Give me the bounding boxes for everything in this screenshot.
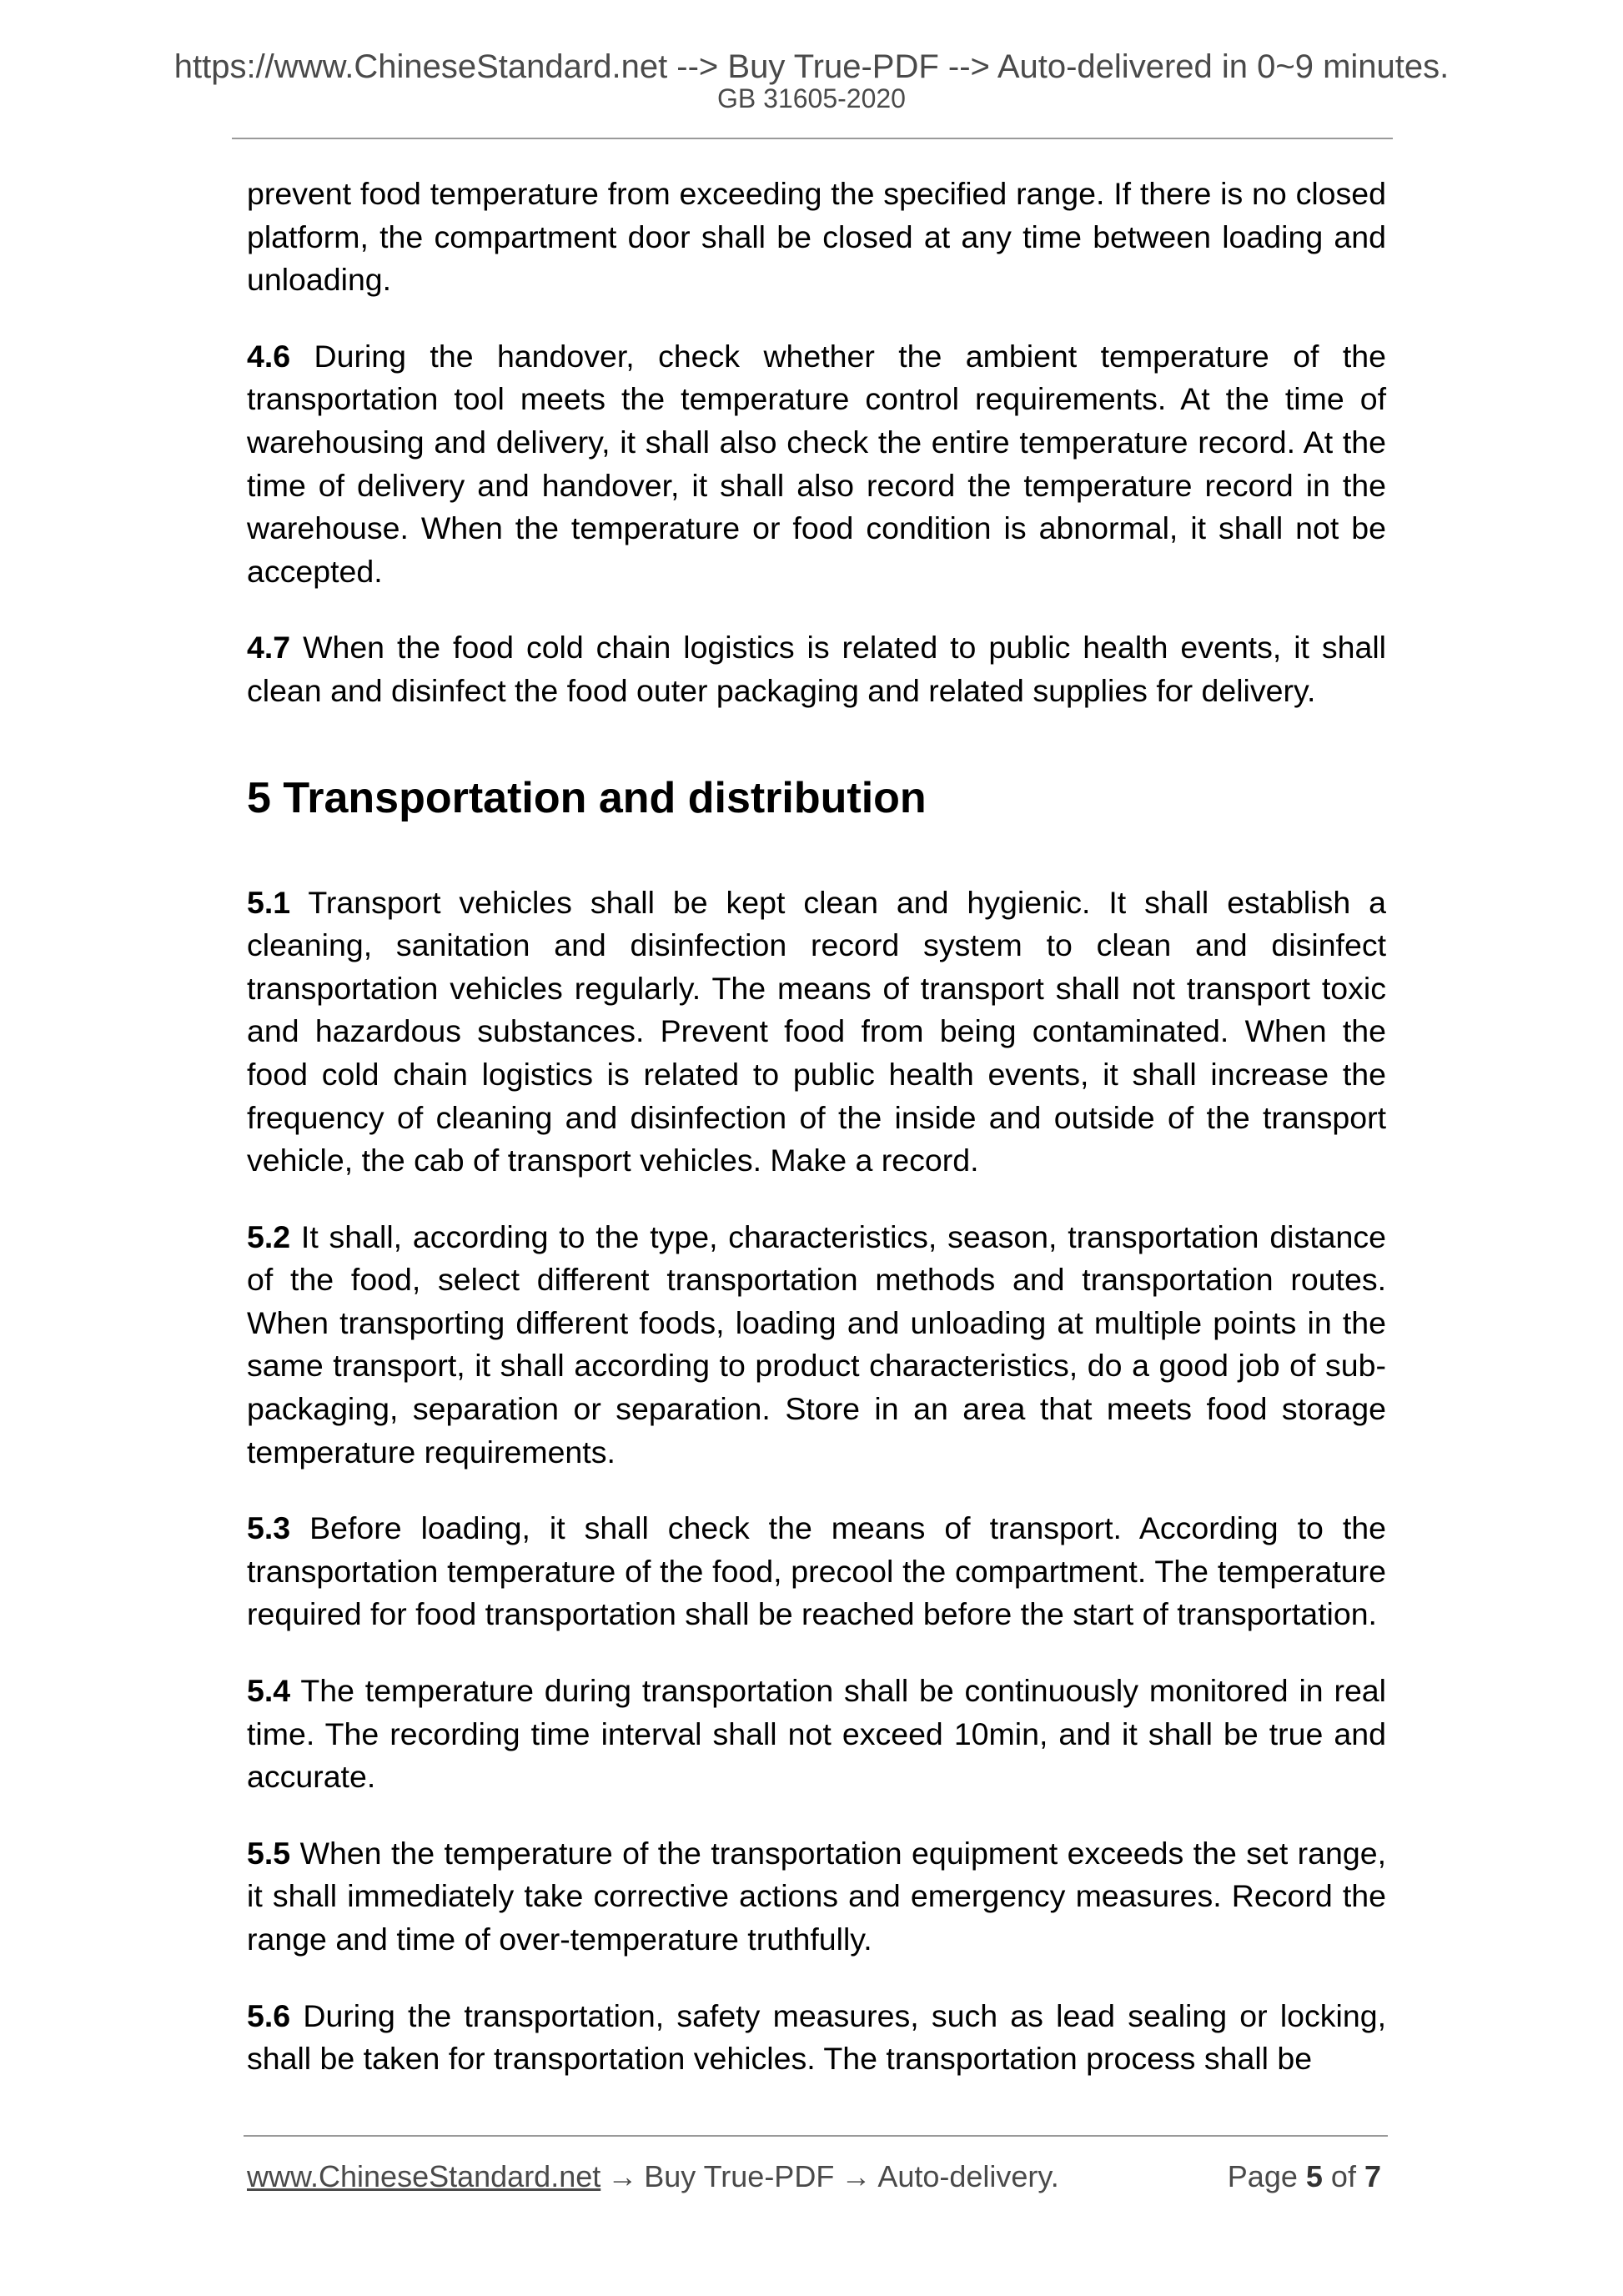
- clause-number: 4.7: [247, 630, 291, 666]
- clause-5-6: [247, 1995, 1386, 2081]
- clause-text: During the transportation, safety measures, such as lead sealing or locking, shall be taken for transportation vehicles. The transportation process shall be: [247, 1997, 1386, 2077]
- footer-divider: [244, 2135, 1388, 2137]
- clause-5-4: [247, 1670, 1386, 1799]
- header-url-line: https://www.ChineseStandard.net --> Buy True-PDF --> Auto-delivered in 0~9 minutes.: [173, 48, 1450, 85]
- clause-text: Before loading, it shall check the means of transport. According to the transportation temperature of the food, precool the compartment. The temperature required for food transportation shall be reached before the start of transportation.: [247, 1510, 1386, 1632]
- footer-promo: [247, 2156, 1059, 2198]
- clause-5-3: [247, 1507, 1386, 1636]
- page-current: 5: [1305, 2159, 1323, 2193]
- page-total: 7: [1364, 2159, 1381, 2193]
- clause-4-6: [247, 335, 1386, 594]
- clause-text: During the handover, check whether the ambient temperature of the transportation tool meets the temperature control requirements. At the time of warehousing and delivery, it shall also check the entire temperature record. At the time of delivery and handover, it shall also record the temperature record in the warehouse. When the temperature or food condition is abnormal, it shall not be accepted.: [247, 338, 1386, 589]
- page-indicator: [1228, 2156, 1381, 2198]
- arrow-right-icon: →: [841, 2159, 872, 2193]
- intro-paragraph: prevent food temperature from exceeding the specified range. If there is no closed platform, the compartment door shall be closed at any time between loading and unloading.: [247, 176, 1386, 298]
- clause-number: 5.3: [247, 1510, 291, 1546]
- auto-delivery-text: Auto-delivery.: [877, 2159, 1059, 2193]
- section-heading: 5 Transportation and distribution: [247, 773, 927, 822]
- clause-text: When the food cold chain logistics is related to public health events, it shall clean and disinfect the food outer packaging and related supplies for delivery.: [247, 630, 1386, 708]
- buy-text: Buy True-PDF: [644, 2159, 835, 2193]
- clause-number: 5.6: [247, 1997, 291, 2033]
- page-of: of: [1330, 2159, 1356, 2193]
- header-standard-code: GB 31605-2020: [717, 83, 906, 113]
- clause-text: When the temperature of the transportation equipment exceeds the set range, it shall immediately take corrective actions and emergency measures. Record the range and time of over-temperature truthfully.: [247, 1835, 1386, 1957]
- page-label: Page: [1227, 2159, 1298, 2193]
- clause-5-2: [247, 1216, 1386, 1475]
- arrow-right-icon: →: [607, 2159, 638, 2193]
- clause-number: 5.4: [247, 1673, 291, 1709]
- clause-number: 5.5: [247, 1835, 291, 1871]
- clause-number: 4.6: [247, 338, 291, 374]
- clause-text: Transport vehicles shall be kept clean and hygienic. It shall establish a cleaning, sanitation and disinfection record system to clean and disinfect transportation vehicles regularly. The means of transport shall not transport toxic and hazardous substances. Prevent food from being contaminated. When the food cold chain logistics is related to public health events, it shall increase the frequency of cleaning and disinfection of the inside and outside of the transport vehicle, the cab of transport vehicles. Make a record.: [247, 884, 1386, 1178]
- clause-text: It shall, according to the type, characteristics, season, transportation distance of the food, select different transportation methods and transportation routes. When transporting different foods, loading and unloading at multiple points in the same transport, it shall according to product characteristics, do a good job of sub-packaging, separation or separation. Store in an area that meets food storage temperature requirements.: [247, 1218, 1386, 1470]
- clause-5-1: [247, 882, 1386, 1183]
- clause-text: The temperature during transportation shall be continuously monitored in real time. The recording time interval shall not exceed 10min, and it shall be true and accurate.: [247, 1673, 1386, 1795]
- clause-4-7: [247, 626, 1386, 712]
- clause-number: 5.1: [247, 884, 291, 920]
- page-footer: [247, 2156, 1386, 2198]
- clause-number: 5.2: [247, 1218, 291, 1254]
- header-divider: [232, 138, 1393, 139]
- clause-5-5: [247, 1832, 1386, 1962]
- site-link[interactable]: www.ChineseStandard.net: [247, 2159, 601, 2193]
- document-body: [247, 173, 1386, 2114]
